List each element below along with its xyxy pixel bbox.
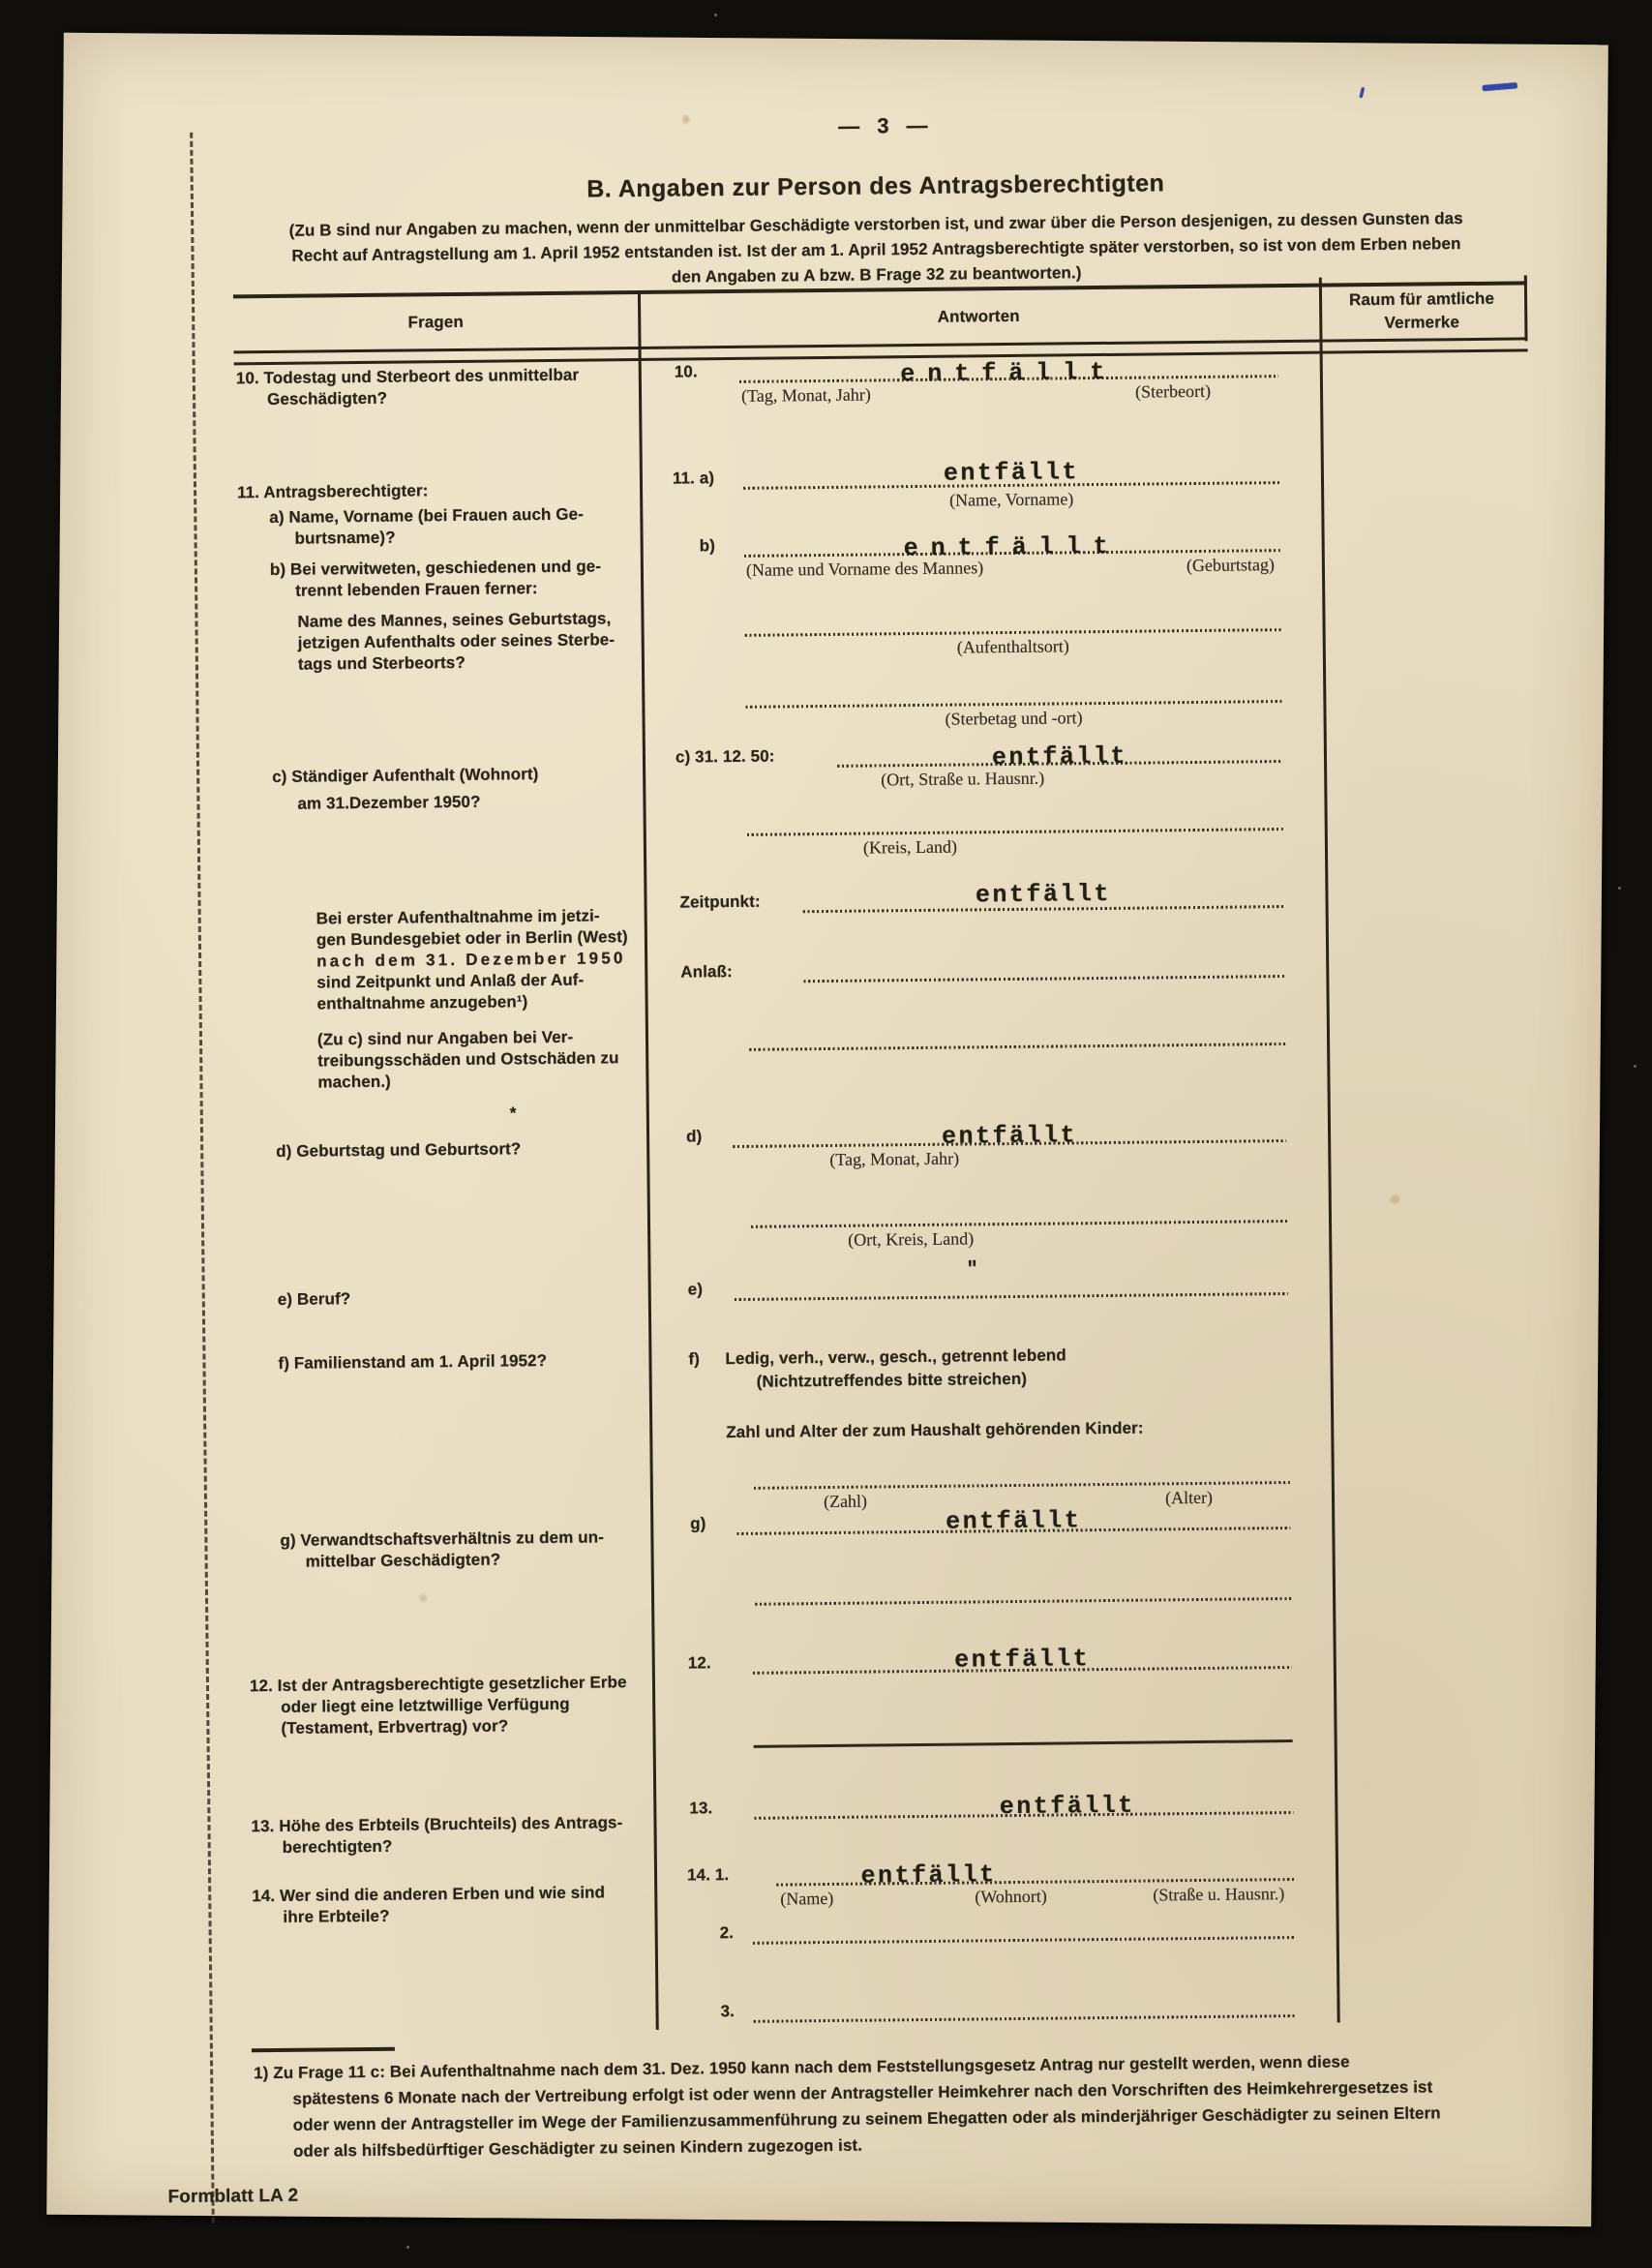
answer-11a-label: (Name, Vorname) [948,489,1074,510]
answer-14-label-strasse: (Straße u. Hausnr.) [1153,1884,1285,1905]
answer-11b-value: entfällt [903,531,1121,563]
form-id: Formblatt LA 2 [167,2185,299,2208]
answer-f-number: f) [688,1349,701,1369]
answer-13-value: entfällt [999,1791,1135,1822]
answer-c-value: entfällt [991,741,1128,772]
header-vermerke: Raum für amtliche Vermerke [1348,288,1495,332]
answer-14-3-number: 3. [720,2002,736,2021]
answer-anlass-continuation-line [749,1043,1285,1051]
answer-f-kinder-line [754,1481,1290,1512]
footnote: 1) Zu Frage 11 c: Bei Aufenthaltnahme nach dem 31. Dez. 1950 kann nach dem Feststellungsgesetz Antrag nur gestellt werden, wenn diese spätestens 6 Monate nach der Vertreibung erfolgt ist oder wenn der Antragsteller Heimkehrer nach den Vorschriften des Heimkehrergesetzes ist oder wenn der Antragsteller im Wege der Familienzusammenführung zu seinem Ehegatten oder als minderjähriger Geschädigter zu seinen Eltern oder als hilfsbedürftiger Geschädigter zu seinen Kindern zugezogen ist. [254,2052,1441,2161]
answer-11b-label-right: (Geburtstag) [1186,555,1276,576]
pencil-asterisk: * [509,1104,517,1123]
header-antworten: Antworten [937,306,1020,326]
answer-d-value: entfällt [941,1121,1078,1151]
answer-sterbetag-label: (Sterbetag und -ort) [945,708,1083,729]
answer-e-number: e) [687,1280,704,1299]
answer-12-continuation-line [754,1739,1293,1748]
question-c-paragraph-3: sind Zeitpunkt und Anlaß der Auf- enthaltnahme anzugeben¹) [316,970,585,1013]
answer-14-number: 14. 1. [686,1865,730,1885]
page-number: — 3 — [838,112,934,138]
dust-speck [714,14,717,16]
answer-12-number: 12. [687,1653,711,1673]
answer-14-2-line [753,1936,1295,1945]
answer-kreis-label: (Kreis, Land) [862,836,958,858]
answer-11a-line [743,458,1279,510]
dust-speck [1618,887,1621,890]
answer-10-value: entfällt [900,357,1118,389]
question-11: 11. Antragsberechtigter: [236,481,429,502]
answer-ort-kreis-land-line [751,1220,1287,1250]
answer-ort-kreis-land-label: (Ort, Kreis, Land) [848,1228,975,1250]
answer-g-number: g) [690,1514,706,1533]
question-12: 12. Ist der Antragsberechtigte gesetzlicher Erbe oder liegt eine letztwillige Verfügung (Testament, Erbvertrag) vor? [249,1673,627,1738]
question-11b: b) Bei verwitweten, geschiedenen und ge- trennt lebenden Frauen ferner: [269,557,602,600]
answer-d-line [733,1121,1286,1169]
answer-14-label-wohnort: (Wohnort) [975,1886,1047,1907]
answer-anlass-label: Anlaß: [680,962,733,982]
answer-14-value: entfällt [860,1860,997,1890]
answer-f-label-alter: (Alter) [1164,1487,1214,1508]
answer-14-2-number: 2. [719,1923,735,1943]
answer-10-label-right: (Sterbeort) [1134,380,1212,402]
pen-mark [1483,82,1517,91]
answer-11a-value: entfällt [943,458,1080,488]
answer-e-line [735,1292,1288,1301]
perforation-line [190,133,215,2223]
header-fragen: Fragen [407,312,464,332]
scanned-form-page [46,33,1608,2226]
answer-d-label: (Tag, Monat, Jahr) [829,1148,960,1169]
page-title: B. Angaben zur Person des Antragsberechtigten [586,169,1165,203]
question-c: c) Ständiger Aufenthalt (Wohnort) am 31.Dezember 1950? [272,765,539,813]
question-13: 13. Höhe des Erbteils (Bruchteils) des Antrags- berechtigten? [251,1813,623,1857]
answer-14-3-line [754,2014,1296,2023]
answer-f-line2: (Nichtzutreffendes bitte streichen) [756,1369,1028,1391]
intro-paragraph: (Zu B sind nur Angaben zu machen, wenn der unmittelbar Geschädigte verstorben ist, und zwar über die Person desjenigen, zu dessen Gunsten das Recht auf Antragstellung am 1. April 1952 entstanden ist. Ist der am 1. April 1952 Antragsberechtigte später verstorben, so ist von dem Erben neben den Angaben zu A bzw. B Frage 32 zu beantworten.) [288,209,1463,287]
answer-g-value: entfällt [946,1506,1082,1536]
answer-aufenthaltsort-label: (Aufenthaltsort) [956,636,1069,657]
answer-f-line1: Ledig, verh., verw., gesch., getrennt lebend [725,1346,1066,1369]
answer-13-number: 13. [689,1799,713,1818]
column-divider-antworten-vermerke [1319,278,1340,2023]
answer-c-number: c) 31. 12. 50: [675,746,775,767]
answer-11b-label-left: (Name und Vorname des Mannes) [745,558,984,580]
answer-sterbetag-line [745,700,1281,729]
question-14: 14. Wer sind die anderen Erben und wie sind ihre Erbteile? [252,1883,606,1926]
question-d: d) Geburtstag und Geburtsort? [276,1139,522,1161]
answer-10-number: 10. [674,362,698,381]
question-g: g) Verwandtschaftsverhältnis zu dem un- mittelbar Geschädigten? [280,1527,605,1571]
answer-zeitpunkt-line [803,879,1284,913]
answer-11b-number: b) [699,536,716,556]
footnote-separator [252,2047,395,2053]
answer-aufenthaltsort-line [745,628,1281,657]
ditto-mark: " [966,1258,978,1282]
answer-anlass-line [803,975,1284,983]
answer-11b-line [744,531,1280,580]
answer-g-line [736,1506,1290,1536]
answer-10-label-left: (Tag, Monat, Jahr) [740,384,871,406]
answer-12-line [753,1645,1292,1675]
answer-13-line [754,1791,1293,1822]
question-c-paragraph-2: nach dem 31. Dezember 1950 [316,949,626,971]
answer-14-label-name: (Name) [780,1888,834,1909]
question-11a: a) Name, Vorname (bei Frauen auch Ge- burtsname)? [269,504,585,548]
dust-speck [406,2246,409,2249]
question-c-note: (Zu c) sind nur Angaben bei Ver- treibungsschäden und Ostschäden zu machen.) [316,1027,619,1092]
question-f: f) Familienstand am 1. April 1952? [278,1351,548,1373]
question-c-paragraph-1: Bei erster Aufenthaltnahme im jetzi- gen Bundesgebiet oder in Berlin (West) [315,906,628,950]
answer-c-label: (Ort, Straße u. Hausnr.) [881,768,1045,790]
answer-kreis-line [747,828,1283,858]
answer-zeitpunkt-label: Zeitpunkt: [679,892,761,912]
pen-mark [1360,87,1365,98]
answer-f-line3: Zahl und Alter der zum Haushalt gehörenden Kinder: [726,1418,1144,1442]
answer-d-number: d) [685,1127,703,1146]
answer-g-continuation-line [755,1597,1291,1606]
column-divider-fragen-antworten [638,290,659,2030]
question-10: 10. Todestag und Sterbeort des unmittelbar Geschädigten? [235,365,580,409]
answer-11a-number: 11. a) [672,469,715,488]
answer-12-value: entfällt [954,1645,1091,1675]
answer-10-line [739,357,1278,406]
question-11b-sub: Name des Mannes, seines Geburtstags, jetzigen Aufenthalts oder seines Sterbe- tags und Sterbeorts? [297,609,616,674]
dust-speck [1634,1065,1637,1068]
answer-14-line [776,1860,1294,1909]
question-e: e) Beruf? [277,1289,351,1309]
answer-c-line [837,741,1282,790]
answer-f-label-zahl: (Zahl) [823,1491,868,1512]
answer-zeitpunkt-value: entfällt [975,879,1112,910]
